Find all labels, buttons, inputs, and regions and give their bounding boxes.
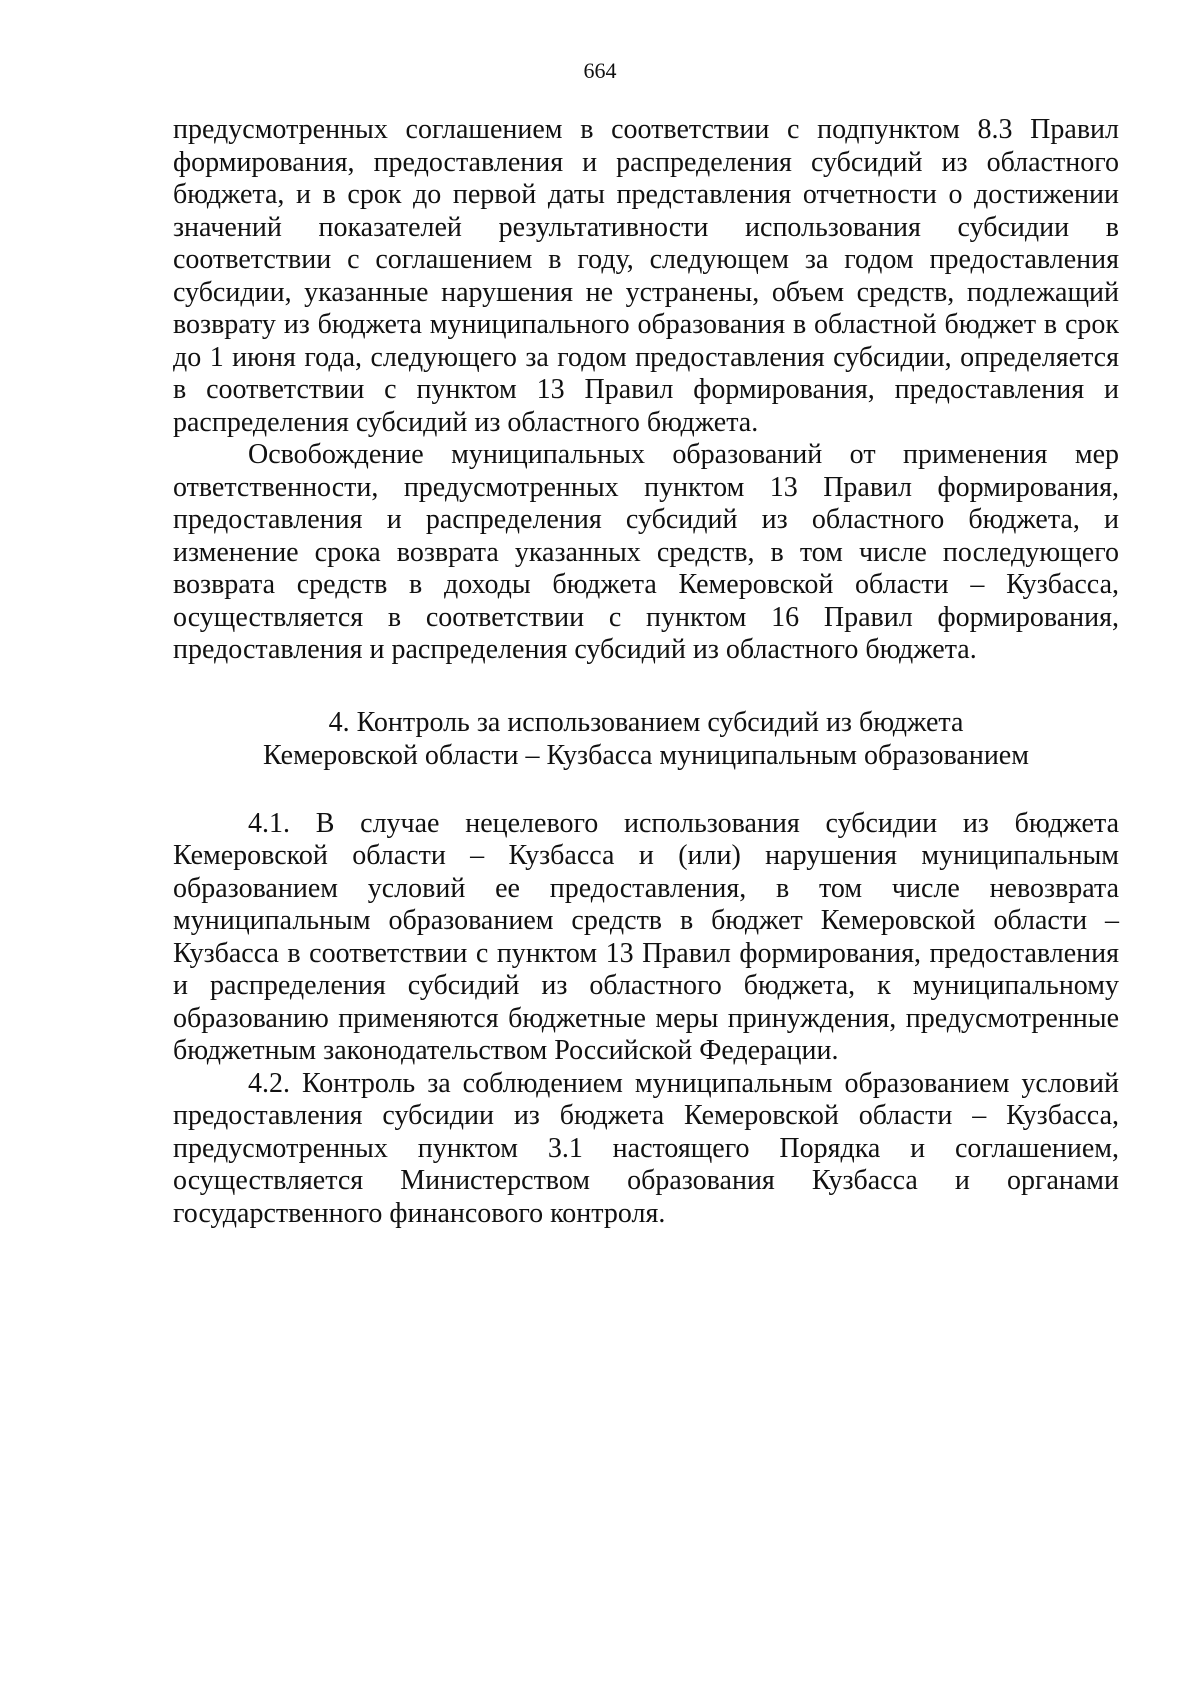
paragraph-exemption: Освобождение муниципальных образований от применения мер ответственности, предусмотренных пунктом 13 Правил формирования, предоставления и распределения субсидий из областного бюджета, и изменение срока возврата указанных средств, в том числе последующего возврата средств в доходы бюджета Кемеровской области – Кузбасса, осуществляется в соответствии с пунктом 16 Правил формирования, предоставления и распределения субсидий из областного бюджета. <box>173 439 1119 665</box>
paragraph-4-2: 4.2. Контроль за соблюдением муниципальным образованием условий предоставления субсидии из бюджета Кемеровской области – Кузбасса, предусмотренных пунктом 3.1 настоящего Порядка и соглашением, осуществляется Министерством образования Кузбасса и органами государственного финансового контроля. <box>173 1067 1119 1229</box>
document-body <box>173 114 1119 1230</box>
section-heading-line-1: 4. Контроль за использованием субсидий из бюджета <box>328 706 964 738</box>
section-heading <box>173 706 1119 772</box>
section-heading-line-2: Кемеровской области – Кузбасса муниципальным образованием <box>263 739 1029 771</box>
paragraph-4-1: 4.1. В случае нецелевого использования субсидии из бюджета Кемеровской области – Кузбасса и (или) нарушения муниципальным образованием условий ее предоставления, в том числе невозврата муниципальным образованием средств в бюджет Кемеровской области – Кузбасса в соответствии с пунктом 13 Правил формирования, предоставления и распределения субсидий из областного бюджета, к муниципальному образованию применяются бюджетные меры принуждения, предусмотренные бюджетным законодательством Российской Федерации. <box>173 807 1119 1066</box>
paragraph-continuation: предусмотренных соглашением в соответствии с подпунктом 8.3 Правил формирования, предоставления и распределения субсидий из областного бюджета, и в срок до первой даты представления отчетности о достижении значений показателей результативности использования субсидии в соответствии с соглашением в году, следующем за годом предоставления субсидии, указанные нарушения не устранены, объем средств, подлежащий возврату из бюджета муниципального образования в областной бюджет в срок до 1 июня года, следующего за годом предоставления субсидии, определяется в соответствии с пунктом 13 Правил формирования, предоставления и распределения субсидий из областного бюджета. <box>173 114 1119 438</box>
page-number: 664 <box>583 58 617 83</box>
